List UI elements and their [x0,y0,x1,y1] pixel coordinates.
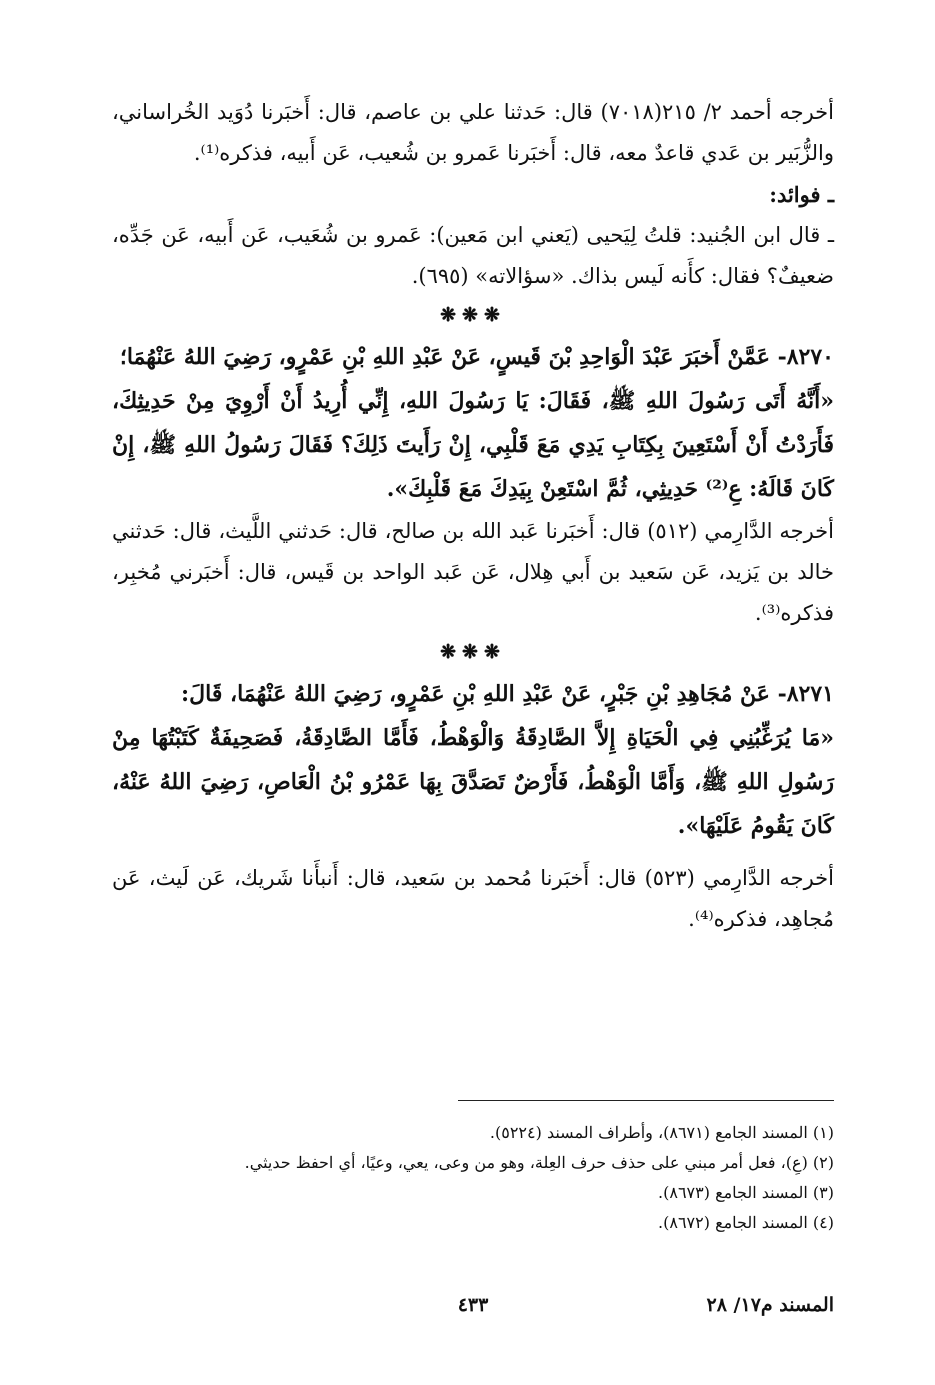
section-separator: ❋❋❋ [440,641,506,663]
footnote-item: (١) المسند الجامع (٨٦٧١)، وأطراف المسند (٥٢٢٤). [489,1123,834,1142]
footnotes [112,1118,834,1238]
volume-signature: المسند م١٧/ ٢٨ [706,1294,834,1316]
hadith-8271-matn: «مَا يُرَغِّبُنِي فِي الْحَيَاةِ إِلاَّ الصَّادِقَةُ وَالْوَهْطُ، فَأَمَّا الصَّادِقَةُ، فَصَحِيفَةٌ كَتَبْتُهَا مِنْ رَسُولِ اللهِ ﷺ، وَأَمَّا الْوَهْطُ، فَأَرْضٌ تَصَدَّقَ بِهَا عَمْرُو بْنُ الْعَاصِ، رَضِيَ اللهُ عَنْهُ، كَانَ يَقُومُ عَلَيْهَا». [112,725,834,839]
page-number: ٤٣٣ [457,1294,489,1316]
footnote-item: (٣) المسند الجامع (٨٦٧٣). [658,1183,834,1202]
takhrij-darimi-512-paragraph: أخرجه الدَّارِمي (٥١٢) قال: أَخبَرنا عَبد الله بن صالح، قال: حَدثني اللَّيث، قال: حَدثني خالد بن يَزيد، عَن سَعيد بن أَبي هِلال، عَن عَبد الواحد بن قَيس، قال: أَخبَرني مُخبِر، فذكره⁽³⁾. [112,519,834,625]
page-body [112,92,834,940]
hadith-8270-isnad: ٨٢٧٠- عَمَّنْ أَخبَرَ عَبْدَ الْوَاحِدِ بْنَ قَيسٍ، عَنْ عَبْدِ اللهِ بْنِ عَمْرٍو، رَضِيَ اللهُ عَنْهُمَا؛ [119,344,834,370]
page-footer [112,1294,834,1322]
hadith-8270-matn: «أَنَّهُ أَتَى رَسُولَ اللهِ ﷺ، فَقَالَ: يَا رَسُولَ اللهِ، إِنِّي أُرِيدُ أَنْ أَرْوِيَ مِنْ حَدِيثِكَ، فَأَرَدْتُ أَنْ أَسْتَعِينَ بِكِتَابِ يَدِي مَعَ قَلْبِي، إِنْ رَأَيتَ ذَلِكَ؟ فَقَالَ رَسُولُ اللهِ ﷺ، إِنْ كَانَ قَالَهُ: عِ⁽²⁾ حَدِيثِي، ثُمَّ اسْتَعِنْ بِيَدِكَ مَعَ قَلْبِكَ». [112,388,834,502]
footnote-item: (٢) (عِ)، فعل أمر مبني على حذف حرف العِلة، وهو من وعى، يعي، وعيًا، أي احفظ حديثي. [244,1153,834,1172]
section-separator: ❋❋❋ [440,304,506,326]
takhrij-darimi-523-paragraph: أخرجه الدَّارِمي (٥٢٣) قال: أَخبَرنا مُحمد بن سَعيد، قال: أَنبأَنا شَريك، عَن لَيث، عَن مُجاهِد، فذكره⁽⁴⁾. [112,866,835,931]
takhrij-ahmad-paragraph: أخرجه أحمد ٢/ ٢١٥(٧٠١٨) قال: حَدثنا علي بن عاصم، قال: أَخبَرنا دُوَيد الخُراساني، والزُّبَير بن عَدي قاعدٌ معه، قال: أَخبَرنا عَمرو بن شُعيب، عَن أَبيه، فذكره⁽¹⁾. [112,100,834,165]
fawaid-paragraph: ـ قال ابن الجُنيد: قلتُ لِيَحيى (يَعني ابن مَعين): عَمرو بن شُعَيب، عَن أَبيه، عَن جَدِّه، ضعيفٌ؟ فقال: كأَنه لَيس بذاك. «سؤالاته» (٦٩٥). [112,223,834,288]
footnote-item: (٤) المسند الجامع (٨٦٧٢). [658,1213,834,1232]
hadith-8271-isnad: ٨٢٧١- عَنْ مُجَاهِدِ بْنِ جَبْرٍ، عَنْ عَبْدِ اللهِ بْنِ عَمْرٍو، رَضِيَ اللهُ عَنْهُمَا، قَالَ: [181,681,834,707]
fawaid-heading: ـ فوائد: [769,182,834,207]
footnote-divider [458,1100,834,1101]
